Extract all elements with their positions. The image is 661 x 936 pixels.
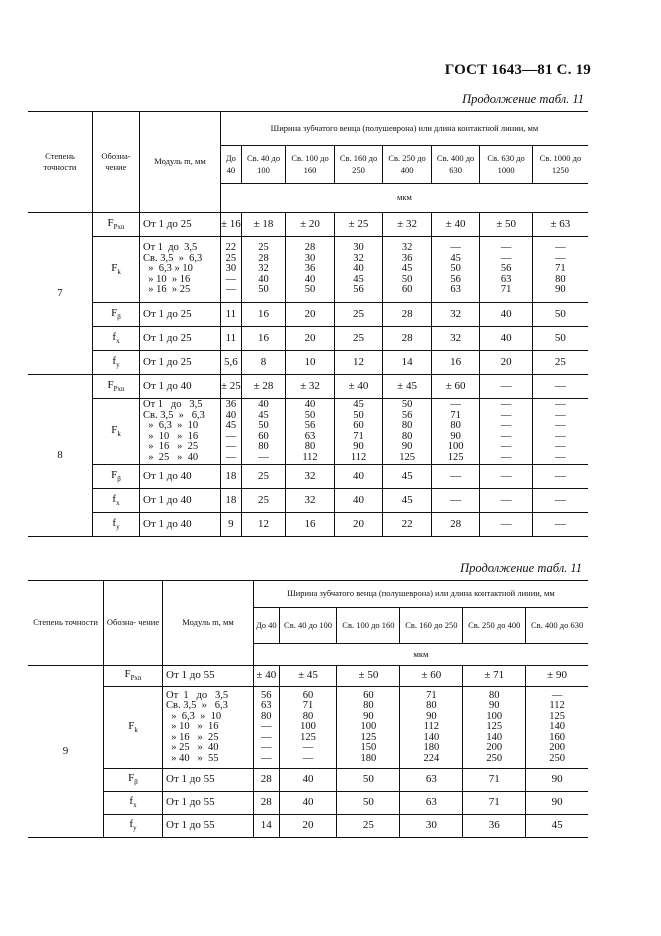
value-cell: 25 — [532, 351, 588, 375]
symbol-cell — [104, 687, 163, 769]
value-cell: — — [431, 489, 480, 513]
table-continuation-label-2: Продолжение табл. 11 — [460, 561, 582, 575]
value-cell: 50 — [532, 327, 588, 351]
module-range-cell: От 1 до 3,5 Св. 3,5 » 6,3 » 6,3 » 10 » 10 » 16 » 16 » 25 » 25 » 40 — [140, 399, 221, 465]
value-cell: 40 — [480, 327, 532, 351]
column-header-module: Модуль m, мм — [163, 581, 254, 666]
symbol-subscript: Pxn — [113, 222, 125, 231]
module-range-cell: От 1 до 40 — [140, 489, 221, 513]
value-cell: 45 — [383, 465, 432, 489]
width-range-header: До 40 — [221, 145, 242, 184]
symbol-cell — [93, 351, 140, 375]
value-cell: ± 28 — [241, 375, 285, 399]
value-cell: 32 36 45 50 60 — [383, 237, 432, 303]
value-cell: ± 40 — [431, 213, 480, 237]
value-cell: ± 50 — [480, 213, 532, 237]
symbol-cell — [93, 399, 140, 465]
value-cell: 32 — [286, 489, 335, 513]
value-cell: 60 71 80 100 125 — — — [279, 687, 337, 769]
value-cell: 20 — [480, 351, 532, 375]
value-cell: 71 80 90 112 140 180 224 — [400, 687, 463, 769]
symbol-letter: f — [129, 818, 134, 831]
column-header-width: Ширина зубчатого венца (полушеврона) или длина контактной линии, мм — [221, 112, 589, 146]
value-cell: — — 71 80 90 — [532, 237, 588, 303]
value-cell: 16 — [241, 327, 285, 351]
value-cell: 20 — [279, 815, 337, 838]
symbol-subscript: k — [117, 429, 121, 438]
value-cell: 90 — [526, 792, 588, 815]
table-row — [28, 237, 588, 303]
value-cell: 18 — [225, 469, 237, 482]
symbol-subscript: y — [133, 824, 137, 833]
width-range-header: Св. 40 до 100 — [241, 145, 285, 184]
width-range-header: Св. 630 до 1000 — [480, 145, 532, 184]
value-cell: 45 — [526, 815, 588, 838]
value-cell: 16 — [286, 513, 335, 537]
value-cell: 25 — [337, 815, 400, 838]
value-cell: 63 — [400, 792, 463, 815]
value-cell: 50 — [337, 769, 400, 792]
value-cell: 36 40 45 — — — — [225, 399, 237, 463]
width-range-header: Св. 250 до 400 — [383, 145, 432, 184]
value-cell: — — [480, 513, 532, 537]
page-header: ГОСТ 1643—81 С. 19 — [444, 62, 591, 78]
symbol-cell — [93, 327, 140, 351]
value-cell: 30 — [400, 815, 463, 838]
column-header-symbol: Обозна- чение — [104, 581, 163, 666]
value-cell: 40 50 56 63 80 112 — [286, 399, 335, 465]
value-cell: ± 50 — [337, 666, 400, 687]
value-cell: 28 — [431, 513, 480, 537]
value-cell: — — — — — — — [532, 399, 588, 465]
module-range-cell: От 1 до 55 — [163, 792, 254, 815]
value-cell: 71 — [463, 769, 526, 792]
value-cell: — — [532, 465, 588, 489]
value-cell: ± 20 — [286, 213, 335, 237]
value-cell: 40 45 50 60 80 — — [241, 399, 285, 465]
value-cell: ± 32 — [383, 213, 432, 237]
module-range-cell: От 1 до 25 — [140, 351, 221, 375]
table-row — [28, 375, 588, 399]
value-cell: 25 — [334, 303, 383, 327]
value-cell: 80 90 100 125 140 200 250 — [463, 687, 526, 769]
width-range-header: Св. 100 до 160 — [286, 145, 335, 184]
value-cell: ± 18 — [241, 213, 285, 237]
table-row — [28, 513, 588, 537]
symbol-subscript: β — [117, 474, 121, 483]
degree-cell: 9 — [28, 666, 104, 838]
width-range-header: Св. 250 до 400 — [463, 608, 526, 644]
value-cell: 45 — [383, 489, 432, 513]
value-cell: 20 — [286, 303, 335, 327]
value-cell: 90 — [526, 769, 588, 792]
value-cell: — — [532, 489, 588, 513]
value-cell: 9 — [228, 517, 234, 530]
value-cell: 30 32 40 45 56 — [334, 237, 383, 303]
value-cell: 40 — [279, 792, 337, 815]
value-cell: 25 28 32 40 50 — [241, 237, 285, 303]
module-range-cell: От 1 до 55 — [163, 769, 254, 792]
symbol-cell — [104, 666, 163, 687]
symbol-subscript: Pxn — [130, 674, 142, 683]
value-cell: 60 80 90 100 125 150 180 — [337, 687, 400, 769]
unit-label: мкм — [221, 184, 589, 213]
symbol-cell — [93, 465, 140, 489]
value-cell: 36 — [463, 815, 526, 838]
width-range-header: Св. 1000 до 1250 — [532, 145, 588, 184]
table-row — [28, 399, 588, 465]
unit-label: мкм — [254, 644, 589, 666]
value-cell: 12 — [334, 351, 383, 375]
symbol-letter: F — [107, 378, 114, 391]
value-cell: 20 — [286, 327, 335, 351]
symbol-subscript: x — [133, 801, 137, 810]
value-cell: 71 — [463, 792, 526, 815]
symbol-letter: F — [111, 261, 118, 274]
tolerance-table-2 — [28, 580, 588, 838]
value-cell: 8 — [241, 351, 285, 375]
value-cell: 22 — [383, 513, 432, 537]
value-cell: 14 — [383, 351, 432, 375]
value-cell: ± 63 — [532, 213, 588, 237]
value-cell: ± 71 — [463, 666, 526, 687]
table-row — [28, 792, 588, 815]
value-cell: ± 16 — [221, 217, 241, 230]
symbol-letter: F — [128, 772, 135, 785]
table-row — [28, 815, 588, 838]
value-cell: 10 — [286, 351, 335, 375]
symbol-letter: F — [107, 216, 114, 229]
symbol-cell — [93, 513, 140, 537]
value-cell: 18 — [225, 493, 237, 506]
symbol-cell — [93, 303, 140, 327]
symbol-subscript: y — [116, 522, 120, 531]
value-cell: 5,6 — [224, 355, 238, 368]
value-cell: 28 — [383, 327, 432, 351]
symbol-letter: f — [112, 516, 117, 529]
value-cell: ± 40 — [256, 669, 277, 682]
module-range-cell: От 1 до 25 — [140, 303, 221, 327]
value-cell: 50 — [337, 792, 400, 815]
value-cell: 20 — [334, 513, 383, 537]
value-cell: 25 — [241, 465, 285, 489]
symbol-letter: f — [112, 354, 117, 367]
module-range-cell: От 1 до 40 — [140, 513, 221, 537]
symbol-cell — [93, 375, 140, 399]
module-range-cell: От 1 до 55 — [163, 815, 254, 838]
value-cell: 11 — [225, 307, 237, 320]
value-cell: — — [480, 375, 532, 399]
symbol-subscript: Pxn — [113, 384, 125, 393]
width-range-header: Св. 160 до 250 — [334, 145, 383, 184]
value-cell: 32 — [286, 465, 335, 489]
value-cell: — — [532, 513, 588, 537]
width-range-header: Св. 40 до 100 — [279, 608, 337, 644]
value-cell: — 71 80 90 100 125 — [431, 399, 480, 465]
value-cell: ± 25 — [221, 379, 241, 392]
symbol-cell — [104, 815, 163, 838]
width-range-header: Св. 400 до 630 — [526, 608, 588, 644]
value-cell: 32 — [431, 327, 480, 351]
value-cell: 50 — [532, 303, 588, 327]
value-cell: 28 30 36 40 50 — [286, 237, 335, 303]
column-header-module: Модуль m, мм — [140, 112, 221, 213]
symbol-cell — [104, 792, 163, 815]
value-cell: ± 60 — [431, 375, 480, 399]
module-range-cell: От 1 до 25 — [140, 213, 221, 237]
value-cell: ± 40 — [334, 375, 383, 399]
symbol-letter: F — [124, 668, 131, 681]
module-range-cell: От 1 до 40 — [140, 375, 221, 399]
symbol-subscript: y — [116, 360, 120, 369]
tolerance-table-1 — [28, 111, 588, 537]
table-row — [28, 465, 588, 489]
symbol-cell — [93, 237, 140, 303]
value-cell: — — — — — — — [480, 399, 532, 465]
module-range-cell: От 1 до 3,5 Св. 3,5 » 6,3 » 6,3 » 10 » 10 » 16 » 16 » 25 » 25 » 40 » 40 » 55 — [163, 687, 254, 769]
symbol-letter: F — [111, 423, 118, 436]
column-header-degree: Степень точности — [43, 150, 77, 172]
value-cell: 11 — [225, 331, 237, 344]
value-cell: 28 — [260, 796, 272, 809]
width-range-header: Св. 100 до 160 — [337, 608, 400, 644]
width-range-header: До 40 — [254, 608, 280, 644]
value-cell: 28 — [260, 773, 272, 786]
value-cell: ± 45 — [383, 375, 432, 399]
degree-cell: 7 — [28, 213, 93, 375]
symbol-subscript: x — [116, 498, 120, 507]
column-header-width: Ширина зубчатого венца (полушеврона) или длина контактной линии, мм — [254, 581, 589, 608]
table-row — [28, 687, 588, 769]
value-cell: 16 — [241, 303, 285, 327]
table-row — [28, 489, 588, 513]
module-range-cell: От 1 до 40 — [140, 465, 221, 489]
module-range-cell: От 1 до 3,5 Св. 3,5 » 6,3 » 6,3 » 10 » 10 » 16 » 16 » 25 — [140, 237, 221, 303]
column-header-degree: Степень точности — [33, 617, 98, 628]
value-cell: — 45 50 56 63 — [431, 237, 480, 303]
value-cell: 12 — [241, 513, 285, 537]
module-range-cell: От 1 до 25 — [140, 327, 221, 351]
value-cell: 32 — [431, 303, 480, 327]
value-cell: 14 — [260, 819, 272, 832]
value-cell: 40 — [279, 769, 337, 792]
value-cell: 16 — [431, 351, 480, 375]
symbol-cell — [93, 489, 140, 513]
table-row — [28, 213, 588, 237]
table-continuation-label: Продолжение табл. 11 — [462, 92, 584, 106]
value-cell: ± 25 — [334, 213, 383, 237]
value-cell: — — [431, 465, 480, 489]
value-cell: 45 50 60 71 90 112 — [334, 399, 383, 465]
module-range-cell: От 1 до 55 — [163, 666, 254, 687]
symbol-letter: F — [128, 719, 135, 732]
table-row — [28, 351, 588, 375]
value-cell: ± 45 — [279, 666, 337, 687]
width-range-header: Св. 400 до 630 — [431, 145, 480, 184]
value-cell: 25 — [334, 327, 383, 351]
value-cell: — — [480, 489, 532, 513]
value-cell: 28 — [383, 303, 432, 327]
value-cell: 56 63 80 — — — — — [261, 689, 272, 764]
symbol-subscript: k — [134, 725, 138, 734]
value-cell: ± 32 — [286, 375, 335, 399]
table-row — [28, 666, 588, 687]
value-cell: — — [532, 375, 588, 399]
symbol-letter: f — [112, 492, 117, 505]
value-cell: 22 25 30 — — — [225, 242, 237, 296]
value-cell: 50 56 80 80 90 125 — [383, 399, 432, 465]
symbol-cell — [93, 213, 140, 237]
symbol-subscript: x — [116, 336, 120, 345]
table-row — [28, 769, 588, 792]
value-cell: — — 56 63 71 — [480, 237, 532, 303]
symbol-cell — [104, 769, 163, 792]
symbol-letter: f — [112, 330, 117, 343]
table-row — [28, 327, 588, 351]
symbol-subscript: β — [117, 312, 121, 321]
value-cell: ± 60 — [400, 666, 463, 687]
table-row — [28, 303, 588, 327]
value-cell: — — [480, 465, 532, 489]
value-cell: 40 — [334, 465, 383, 489]
symbol-letter: F — [111, 468, 118, 481]
value-cell: 25 — [241, 489, 285, 513]
value-cell: 40 — [334, 489, 383, 513]
degree-cell: 8 — [28, 375, 93, 537]
width-range-header: Св. 160 до 250 — [400, 608, 463, 644]
value-cell: ± 90 — [526, 666, 588, 687]
symbol-subscript: k — [117, 267, 121, 276]
value-cell: — 112 125 140 160 200 250 — [526, 687, 588, 769]
symbol-letter: f — [129, 795, 134, 808]
symbol-letter: F — [111, 306, 118, 319]
symbol-subscript: β — [134, 778, 138, 787]
column-header-symbol: Обозна- чение — [93, 112, 140, 213]
value-cell: 40 — [480, 303, 532, 327]
value-cell: 63 — [400, 769, 463, 792]
